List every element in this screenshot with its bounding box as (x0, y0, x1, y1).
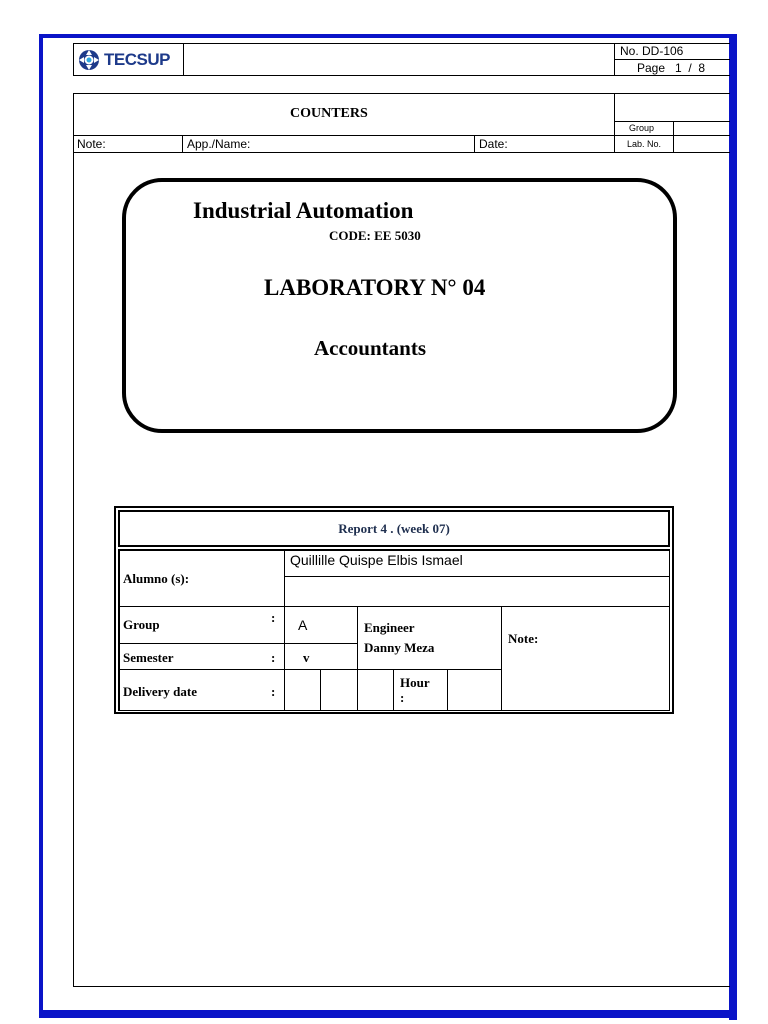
lab-number: LABORATORY N° 04 (264, 275, 486, 300)
doc-info-box (614, 43, 730, 76)
date-field-label: Date: (475, 136, 615, 153)
semester-value: v (303, 650, 310, 665)
table-divider (284, 549, 285, 711)
semester-colon: : (271, 650, 276, 665)
lab-topic: Accountants (314, 336, 427, 360)
header-blank-cell (183, 43, 615, 76)
logo-box (73, 43, 184, 76)
course-title: Industrial Automation (193, 198, 414, 223)
table-divider (118, 710, 670, 711)
page-border-shadow-right (729, 34, 737, 1020)
hour-colon: : (400, 690, 405, 705)
group-value: A (298, 617, 308, 633)
table-divider (118, 606, 670, 607)
table-divider (393, 669, 394, 711)
table-divider (118, 669, 501, 670)
engineer-name: Danny Meza (364, 640, 435, 655)
course-code: CODE: EE 5030 (329, 228, 421, 243)
tecsup-logo-icon (78, 49, 100, 71)
lab-no-cell-label: Lab. No. (615, 136, 674, 153)
doc-number: No. DD-106 (615, 44, 730, 60)
page-border-shadow-bottom (39, 1010, 737, 1018)
delivery-date-label: Delivery date (123, 684, 198, 699)
table-divider (501, 606, 502, 711)
note-field-label: Note: (73, 136, 183, 153)
delivery-date-colon: : (271, 684, 276, 699)
group-label: Group (123, 617, 160, 632)
table-divider (118, 643, 358, 644)
hour-label: Hour (400, 675, 430, 690)
report-heading: Report 4 . (week 07) (118, 510, 670, 547)
table-divider (669, 549, 670, 711)
group-row-divider (615, 121, 730, 122)
note-label: Note: (508, 631, 539, 646)
student-label: Alumno (s): (123, 571, 190, 586)
document-title: COUNTERS (290, 106, 368, 121)
semester-label: Semester (123, 650, 174, 665)
group-cell-label: Group (615, 121, 674, 136)
student-name: Quillille Quispe Elbis Ismael (290, 552, 463, 568)
table-divider (357, 606, 358, 711)
logo-text: TECSUP (104, 49, 170, 69)
table-divider (284, 576, 670, 577)
table-divider (447, 669, 448, 711)
page-indicator: Page 1 / 8 (637, 61, 706, 75)
engineer-label: Engineer (364, 620, 415, 635)
table-divider (118, 549, 670, 551)
app-name-field-label: App./Name: (183, 136, 475, 153)
group-colon: : (271, 610, 276, 625)
meta-row (73, 136, 730, 153)
table-divider (320, 669, 321, 711)
table-divider (118, 549, 120, 711)
